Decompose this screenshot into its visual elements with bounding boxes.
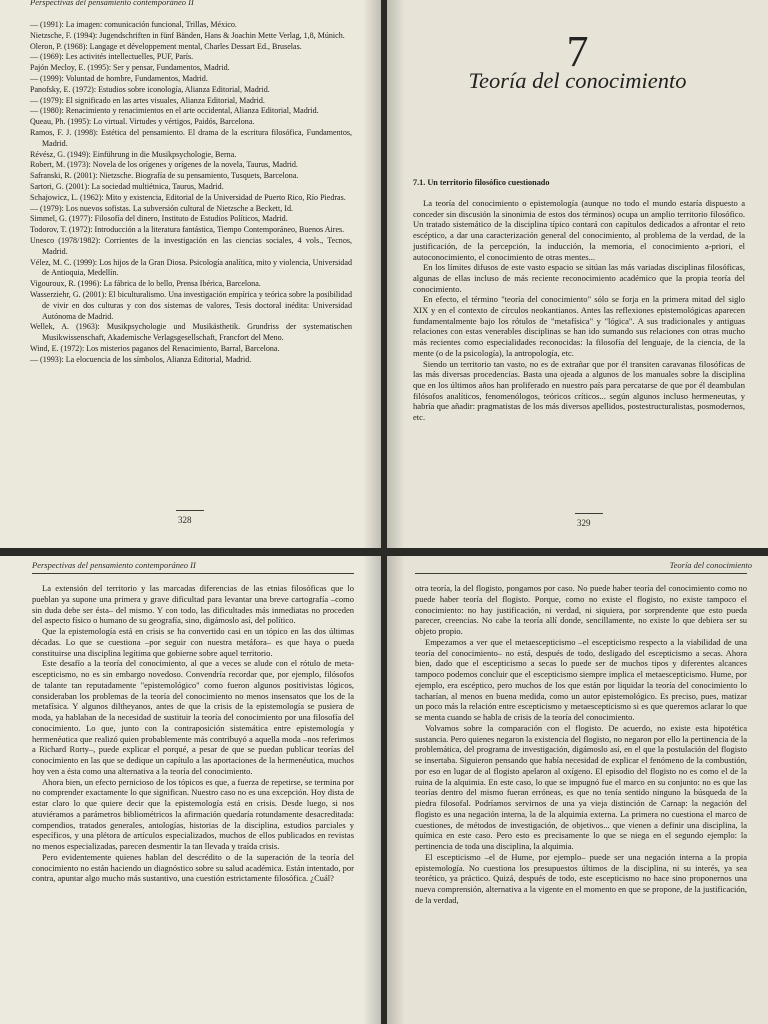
bibliography-entry: Simmel, G. (1977): Filosofía del dinero, Instituto de Estudios Políticos, Madrid. [30,214,288,224]
bibliography-entry: Sartori, G. (2001): La sociedad multiétnica, Taurus, Madrid. [30,181,224,191]
bibliography-entry: Vélez, M. C. (1999): Los hijos de la Gran Diosa. Psicología analítica, mito y violencia, Universidad de Antioquia, Medellín. [30,257,352,278]
paragraph: otra teoría, la del flogisto, pongamos por caso. No puede haber teoría del conocimiento como no puede haber teoría del flogisto. Porque, como no existe el flogisto, no existe tampoco el conocimiento: no hay justificación, ni verdad, ni siquiera, por sorprendente que esto pueda parecer, creencias. No cabe la teoría allí donde, sencillamente, no existe lo que debiera ser su objeto propio. [415,583,747,636]
bibliography-entry: Schajowicz, L. (1962): Mito y existencia, Editorial de la Universidad de Puerto Rico, Río Piedras. [30,192,346,202]
bibliography-entry: Panofsky, E. (1972): Estudios sobre iconología, Alianza Editorial, Madrid. [30,84,270,94]
chapter-number: 7 [566,27,589,76]
bibliography-entry: — (1979): El significado en las artes visuales, Alianza Editorial, Madrid. [30,95,265,105]
bibliography-list [30,20,352,366]
paragraph: Pero evidentemente quienes hablan del descrédito o de la superación de la teoría del conocimiento no están haciendo un diagnóstico sobre su salud académica. Están intentado, por contra, apuntar algo mucho más sustantivo, una cuestión estrictamente filosófica. ¿Cuál? [32,851,354,884]
paragraph: La teoría del conocimiento o epistemología (aunque no todo el mundo estaría dispuesto a conceder sin discusión la sinonimia de estos dos términos) ocupa un amplio territorio filosófico. Un tratado sistemático de la disciplina típico contará con capítulos dedicados a afrontar el reto escéptico, a dar una caracterización general del conocimiento, al problema de la verdad, de la justificación, de la percepción, la inducción, la memoria, el conocimiento a-priori, el autoconocimiento, el conocimiento de otras mentes... [413,198,745,262]
paragraph: Volvamos sobre la comparación con el flogisto. De acuerdo, no existe esta hipotética sustancia. Pero quienes negaron la existencia del flogisto, no negaron por ello la pertinencia de la problemática, del programa de investigación, digámoslo así, en el que la postulación del flogisto se insertaba. Siguieron pensando que había necesidad de explicar el fenómeno de la combustión, por eso en lugar de al flogisto apelaron al oxígeno. El episodio del flogisto no es como el de la ruina de la alquimia. En este caso, lo que se impugnó fue el marco en su conjunto: no es que las teorías dentro del mismo fueran erróneas, es que no tenía sentido ninguno la búsqueda de la piedra filosofal. Podríamos servirnos de una ya vieja distinción de Carnap: la negación del flogisto es una negación interna, la de la alquimia externa. La primera no cuestiona el marco de cuestiones, de métodos de investigación, de objetivos... que vienen a definir una disciplina, la química en este caso. Pero esto es precisamente lo que se niega en el segundo ejemplo: la pertinencia de toda una disciplina, la alquimia. [415,722,747,851]
body-text-331 [415,583,747,906]
body-text-330 [32,583,354,884]
bibliography-entry: Wind, E. (1972): Los misterios paganos del Renacimiento, Barral, Barcelona. [30,343,280,353]
paragraph: En efecto, el término "teoría del conocimiento" sólo se forja en la primera mitad del siglo XIX y en el contexto de círculos neokantianos. Antes las reflexiones epistemológicas aparecen fundamentalmente bajo los rótulos de "metafísica" y "lógica". A sus tradicionales y antiguas relaciones con estas venerables disciplinas se han ido sumando sus relaciones con otras mucho más recientes como especialidades reconocidas: la filosofía del lenguaje, de la ciencia, de la mente (o de la psicología), la antropología, etc. [413,294,745,358]
paragraph: Este desafío a la teoría del conocimiento, al que a veces se alude con el rótulo de meta-escepticismo, no es sin embargo novedoso. Convendría recordar que, por ejemplo, filósofos de talante tan reputadamente "epistemológico" como fueron algunos positivistas lógicos, consideraban los problemas de la teoría del conocimiento no menos insensatos que los de la metafísica. Y algunos diltheyanos, antes de que la crisis de la epistemología se pusiera de moda, ya hablaban de la necesidad de sustituir la teoría del conocimiento por una filosofía del conocimiento. Lo que, junto con la contraposición sistemática entre epistemología y hermenéutica que realizó quien probablemente más contribuyó a aquella moda –nos referimos a Richard Rorty–, puede explicar el porqué, a pesar de que se puedan publicar teorías del conocimiento en las que se dedique un capítulo a las aportaciones de la hermenéutica, muchos hoy ven a ésta como una alternativa a la teoría del conocimiento. [32,658,354,776]
bibliography-entry: Todorov, T. (1972): Introducción a la literatura fantástica, Tiempo Contemporáneo, Buenos Aires. [30,225,345,235]
bibliography-entry: — (1991): La imagen: comunicación funcional, Trillas, México. [30,20,237,29]
bibliography-entry: Wellek, A. (1963): Musikpsychologie und Musikästhetik. Grundriss der systematischen Musikwissenschaft, Akademische Verlagsgesellschaft, Francfort del Meno. [30,322,352,343]
gutter-shadow [363,556,381,1024]
page-329 [387,0,768,548]
bibliography-entry: — (1993): La elocuencia de los símbolos, Alianza Editorial, Madrid. [30,354,252,364]
page-331 [387,556,768,1024]
paragraph: La extensión del territorio y las marcadas diferencias de las etnias filosóficas que lo pueblan ya supone una primera y grave dificultad para levantar una breve cartografía –como sin duda debe ser ésta– del mismo. Y con todo, las dificultades más inmediatas no proceden del aspecto físico o humano de su geografía, sino, digámoslo así, del político. [32,583,354,626]
page-number: 329 [577,518,591,528]
chapter-title: Teoría del conocimiento [468,68,687,93]
bibliography-entry: — (1969): Les activités intellectuelles, PUF, París. [30,52,194,62]
gutter-shadow [387,556,405,1024]
bibliography-entry: Safranski, R. (2001): Nietzsche. Biografía de su pensamiento, Tusquets, Barcelona. [30,171,299,181]
paragraph: El escepticismo –el de Hume, por ejemplo– puede ser una negación interna a la propia epistemología. No cuestiona los presupuestos últimos de la disciplina, ni su interés, ya sea teorético, ya práctico. Quizá, después de todo, este escepticismo no hace sino proponernos una nueva comprensión, alternativa a la vigente en el momento en que se propone, de la justificación, de la verdad, [415,851,747,905]
paragraph: Empezamos a ver que el metaescepticismo –el escepticismo respecto a la viabilidad de una teoría del conocimiento– no está, después de todo, desligado del escepticismo a secas. Ahora bien, dado que el escepticismo a secas lo puede ser de muchos tipos y diferentes alcances tampoco podemos concluir que el escepticismo siempre implica el metaescepticismo. Hume, por ejemplo, era escéptico, pero muchos de los que están por liquidar la teoría del conocimiento lo tacharían, al menos en buena medida, como un autor epistemológico. Es preciso, pues, matizar un poco más la relación entre escepticismo y metaescepticismo si es que queremos aclarar lo que se menta cuando se habla de crisis de la teoría del conocimiento. [415,636,747,722]
bibliography-entry: Queau, Ph. (1995): Lo virtual. Virtudes y vértigos, Paidós, Barcelona. [30,117,255,127]
bibliography-entry: Unesco (1978/1982): Corrientes de la investigación en las ciencias sociales, 4 vols., Tecnos, Madrid. [30,235,352,256]
page-328 [0,0,381,548]
paragraph: En los límites difusos de este vasto espacio se sitúan las más variadas disciplinas filosóficas, algunas de ellas incluso de más reciente reconocimiento académico que la propia teoría del conocimiento. [413,262,745,294]
folio-rule [176,510,204,511]
paragraph: Ahora bien, un efecto pernicioso de los tópicos es que, a fuerza de repetirse, se termina por no comprender exactamente lo que significan. Nuestro caso no es una excepción. Hoy dista de estar claro lo que quiere decir que la epistemología está en crisis. Desde luego, si nos atuviéramos a parámetros bibliométricos la afirmación quedaría rotundamente desacreditada: compendios, tratados generales, antologías, historias de la disciplina, estudios parciales y específicos, y una plétora de artículos especializados, muchos de ellos publicados en revistas no menos especializadas, parecen desmentir la tan llevada y traída crisis. [32,776,354,851]
header-rule [415,573,747,574]
header-rule [32,573,354,574]
gutter-shadow [387,0,405,548]
bibliography-entry: Robert, M. (1973): Novela de los orígenes y orígenes de la novela, Taurus, Madrid. [30,160,298,170]
bibliography-entry: — (1999): Voluntad de hombre, Fundamentos, Madrid. [30,73,208,83]
running-head: Perspectivas del pensamiento contemporáneo II [30,0,194,7]
bibliography-entry: — (1980): Renacimiento y renacimientos en el arte occidental, Alianza Editorial, Madrid. [30,106,319,116]
bibliography-entry: — (1979): Los nuevos sofistas. La subversión cultural de Nietzsche a Beckett, Id. [30,203,294,213]
section-heading: 7.1. Un territorio filosófico cuestionado [413,178,550,187]
folio-rule [575,513,603,514]
running-head: Teoría del conocimiento [669,560,752,570]
page-330 [0,556,381,1024]
bibliography-entry: Pajón Mecloy, E. (1995): Ser y pensar, Fundamentos, Madrid. [30,63,230,73]
body-text-329 [413,198,745,423]
running-head: Perspectivas del pensamiento contemporáneo II [32,560,196,570]
bibliography-entry: Ramos, F. J. (1998): Estética del pensamiento. El drama de la escritura filosófica, Fundamentos, Madrid. [30,127,352,148]
gutter-shadow [363,0,381,548]
bibliography-entry: Nietzsche, F. (1994): Jugendschriften in fünf Bänden, Hans & Joachin Mette Verlag, 1,8, Múnich. [30,30,345,40]
bibliography-entry: Wasserziehr, G. (2001): El biculturalismo. Una investigación empírica y teórica sobre la posibilidad de vivir en dos culturas y con dos sistemas de valores, Tesis doctoral inédita: Universidad Autónoma de Madrid. [30,289,352,321]
bibliography-entry: Révész, G. (1949): Einführung in die Musikpsychologie, Berna. [30,149,237,159]
bibliography-entry: Oleron, P. (1968): Langage et développement mental, Charles Dessart Ed., Bruselas. [30,41,302,51]
page-number: 328 [178,515,192,525]
paragraph: Siendo un territorio tan vasto, no es de extrañar que por él transiten caravanas filosóficas de las más diversas procedencias. Basta una ojeada a algunos de los manuales sobre la disciplina que en los últimos años han proliferado en nuestro país para percatarse de que por él deambulan filósofos analíticos, fenomenólogos, teóricos críticos... según algunos incluso hermeneutas, y habría que añadir: pragmatistas de los más diversos apellidos, postestructuralistas, posmodernos, etc. [413,358,745,423]
paragraph: Que la epistemología está en crisis se ha convertido casi en un tópico en las dos últimas décadas. Lo que se cuestiona –por seguir con nuestra metáfora– es que haya o pueda constituirse una disciplina legítima que gobierne sobre aquel territorio. [32,626,354,658]
bibliography-entry: Vigouroux, R. (1996): La fábrica de lo bello, Prensa Ibérica, Barcelona. [30,279,261,289]
